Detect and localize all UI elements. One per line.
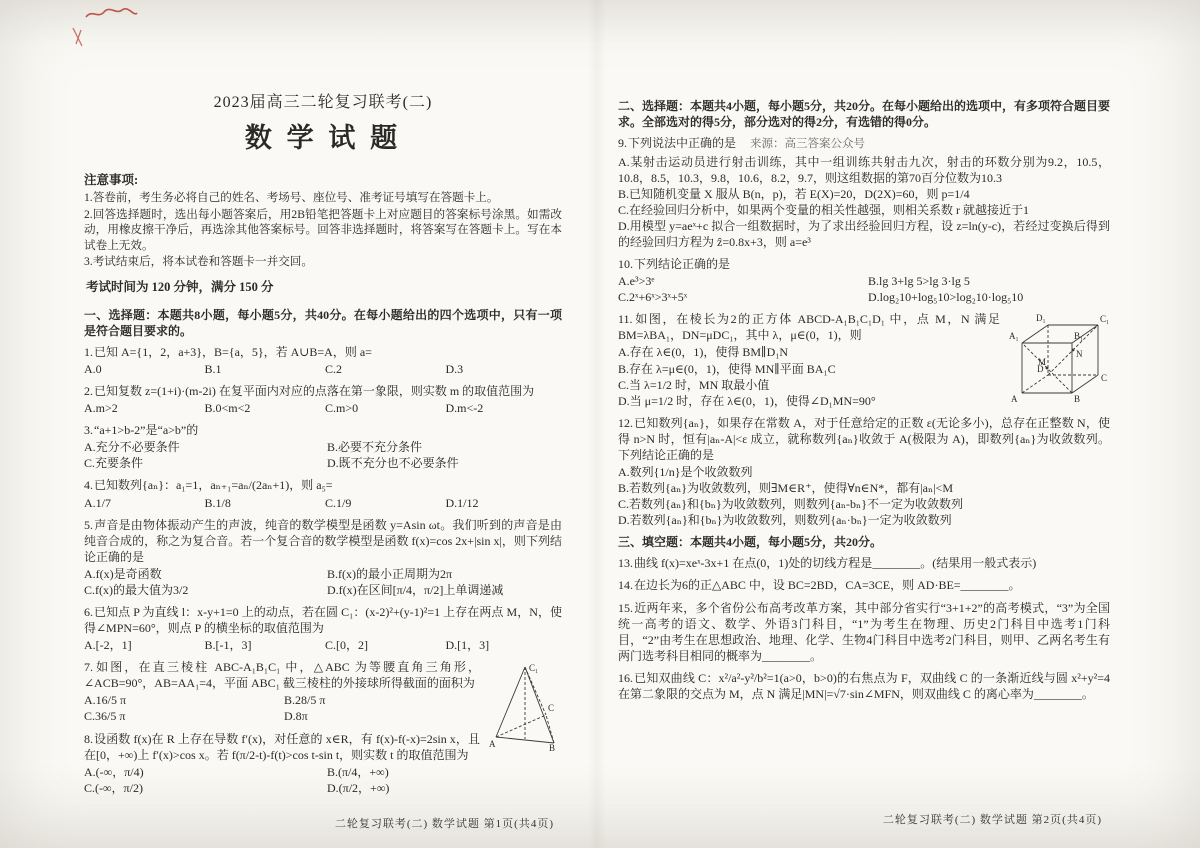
question-stem <box>84 344 562 360</box>
question-text: 在边长为6的正△ABC 中，设 BC=2BD，CA=3CE，则 AD·BE=________。 <box>634 578 1021 593</box>
red-pen-scan-mark <box>84 5 138 23</box>
figure-vertex-label: B <box>1074 394 1081 405</box>
page-fold-shadow <box>588 0 606 848</box>
option-B: B.0<m<2 <box>204 401 251 416</box>
option-C: C.1/9 <box>325 495 352 510</box>
question-stem <box>618 256 1110 272</box>
question-stem <box>84 422 562 438</box>
figure-vertex-label: A <box>1011 394 1018 405</box>
option-D: D.log₂10+log₅10>log₂10·log₅10 <box>868 290 1024 305</box>
option-C: C.若数列{aₙ}和{bₙ}为收敛数列，则数列{aₙ-bₙ}不一定为收敛数列 <box>618 497 963 512</box>
option-D: D.1/12 <box>445 495 479 510</box>
option-C: C.36/5 π <box>84 709 126 724</box>
question-text: 已知点 P 为直线 l：x-y+1=0 上的动点，若在圆 C₁：(x-2)²+(y-1)²=1 上存在两点 M，N，使得∠MPN=60°，则点 P 的横坐标的取值范围为 <box>84 605 562 636</box>
option-A: A.[-2，1] <box>84 638 132 653</box>
question-number: 4. <box>84 478 93 493</box>
notice-item: 1.答卷前，考生务必将自己的姓名、考场号、座位号、准考证号填写在答题卡上。 <box>84 191 499 205</box>
option-D: D.3 <box>445 362 464 376</box>
question-stem <box>84 477 562 493</box>
question-2 <box>84 383 562 416</box>
question-text: 曲线 f(x)=xeˣ-3x+1 在点(0，1)处的切线方程是________。(结果用一般式表示) <box>634 556 1037 571</box>
question-4 <box>84 477 562 510</box>
option-C: C.在经验回归分析中，如果两个变量的相关性越强，则相关系数 r 就越接近于1 <box>618 202 1030 217</box>
option-B: B.1 <box>204 362 222 376</box>
question-5 <box>84 517 562 598</box>
option-C: C.充要条件 <box>84 456 144 471</box>
question-number: 11. <box>618 312 633 327</box>
question-text: 已知 A={1，2，a+3}，B={a，5}，若 A∪B=A，则 a= <box>94 344 372 359</box>
question-text: 下列结论正确的是 <box>634 257 731 272</box>
question-number: 9. <box>618 136 627 151</box>
option-group <box>618 154 1110 250</box>
option-group <box>618 344 1024 408</box>
option-group <box>618 273 1110 305</box>
option-A: A.f(x)是奇函数 <box>84 566 162 581</box>
option-C: C.m>0 <box>325 401 359 416</box>
exam-duration-line: 考试时间为 120 分钟，满分 150 分 <box>86 280 274 295</box>
question-9 <box>618 135 1110 250</box>
notice-item: 2.回答选择题时，选出每小题答案后，用2B铅笔把答题卡上对应题目的答案标号涂黑。如需改动，用橡皮擦干净后，再选涂其他答案标号。回答非选择题时，将答案写在答题卡上。写在本试卷上无效。 <box>84 207 562 252</box>
option-D: D.f(x)在区间[π/4，π/2]上单调递减 <box>327 582 504 597</box>
option-group <box>618 464 1110 528</box>
question-number: 16. <box>618 670 633 685</box>
question-stem <box>618 577 1110 593</box>
question-list-page-1 <box>84 344 562 796</box>
option-D: D.[1，3] <box>445 638 490 653</box>
exam-session-line: 2023届高三二轮复习联考(二) <box>213 94 433 111</box>
question-number: 6. <box>84 605 93 620</box>
option-D: D.若数列{aₙ}和{bₙ}为收敛数列，则数列{aₙ·bₙ}一定为收敛数列 <box>618 513 952 528</box>
figure-vertex-label: M <box>1038 357 1047 368</box>
question-number: 14. <box>618 578 633 593</box>
figure-vertex-label: B₁ <box>1074 331 1084 342</box>
option-B: B.(π/4，+∞) <box>327 764 389 779</box>
question-number: 15. <box>618 600 633 615</box>
question-16 <box>618 670 1110 702</box>
question-stem <box>84 731 562 763</box>
question-list-page-2 <box>618 135 1110 528</box>
question-number: 7. <box>84 660 93 675</box>
question-1 <box>84 344 562 377</box>
question-text: 已知复数 z=(1+i)·(m-2i) 在复平面内对应的点落在第一象限，则实数 m 的取值范围为 <box>94 384 535 399</box>
question-13 <box>618 555 1110 571</box>
source-watermark: 来源：高三答案公众号 <box>750 138 866 151</box>
option-B: B.1/8 <box>204 495 231 510</box>
question-text: 已知数列{aₙ}：a₁=1，aₙ₊₁=aₙ/(2aₙ+1)，则 a₅= <box>94 478 333 493</box>
question-text: 已知双曲线 C：x²/a²-y²/b²=1(a>0，b>0)的右焦点为 F，双曲线 C 的一条渐近线与圆 x²+y²=4 在第二象限的交点为 M，点 N 满足|MN|=√7·sin∠MFN，则双曲线 C 的离心率为________。 <box>618 670 1110 701</box>
question-number: 3. <box>84 423 93 438</box>
question-number: 5. <box>84 517 93 532</box>
option-A: A.数列{1/n}是个收敛数列 <box>618 464 753 479</box>
figure-vertex-label: B <box>549 743 556 752</box>
option-A: A.充分不必要条件 <box>84 440 180 455</box>
option-A: A.某射击运动员进行射击训练，其中一组训练共射击九次，射击的环数分别为9.2，10.5，10.8，8.5，10.3，9.8，10.6，8.2，9.7，则这组数据的第70百分位数为10.3 <box>618 154 1110 185</box>
option-group <box>84 361 562 377</box>
question-stem <box>618 555 1110 571</box>
option-C: C.[0，2] <box>325 638 368 653</box>
option-A: A.1/7 <box>84 495 111 510</box>
option-C: C.2ˣ+6ˣ>3ˣ+5ˣ <box>618 290 688 305</box>
option-B: B.必要不充分条件 <box>327 440 423 455</box>
option-group <box>84 692 476 724</box>
question-text: 如图，在棱长为2的正方体 ABCD-A₁B₁C₁D₁ 中，点 M，N 满足 BM=λBA₁，DN=μDC₁，其中 λ，μ∈(0，1)，则 <box>618 312 1000 343</box>
notice-heading: 注意事项: <box>84 172 139 187</box>
option-group <box>84 566 562 598</box>
option-D: D.当 μ=1/2 时，存在 λ∈(0，1)，使得∠D₁MN=90° <box>618 393 876 408</box>
exam-page-1 <box>84 92 562 832</box>
option-A: A.0 <box>84 362 102 376</box>
option-group <box>84 637 562 653</box>
cube-figure <box>1008 311 1110 407</box>
figure-vertex-label: D <box>1037 364 1044 375</box>
question-number: 8. <box>84 731 93 746</box>
option-A: A.16/5 π <box>84 693 127 708</box>
figure-vertex-label: A₁ <box>1009 331 1019 342</box>
question-stem <box>84 517 562 565</box>
option-group <box>84 439 562 471</box>
option-B: B.存在 λ=μ∈(0，1)，使得 MN∥平面 BA₁C <box>618 361 836 376</box>
option-D: D.既不充分也不必要条件 <box>327 456 459 471</box>
question-3 <box>84 422 562 471</box>
option-A: A.e³>3ᵉ <box>618 274 655 289</box>
option-D: D.m<-2 <box>445 401 484 416</box>
option-group <box>84 400 562 416</box>
question-15 <box>618 600 1110 664</box>
question-text: 声音是由物体振动产生的声波，纯音的数学模型是函数 y=Asin ωt。我们听到的声音是由纯音合成的，称之为复合音。若一个复合音的数学模型是函数 f(x)=cos 2x+|sin x|，则下列结论正确的是 <box>84 517 562 564</box>
figure-vertex-label: C <box>548 703 555 714</box>
option-C: C.(-∞，π/2) <box>84 780 143 795</box>
question-6 <box>84 604 562 653</box>
question-stem <box>84 383 562 399</box>
question-stem <box>618 600 1110 664</box>
option-group <box>84 764 562 796</box>
option-A: A.m>2 <box>84 401 118 416</box>
option-A: A.存在 λ∈(0，1)，使得 BM∥D₁N <box>618 345 789 360</box>
question-10 <box>618 256 1110 305</box>
fill-question-list <box>618 555 1110 702</box>
option-A: A.(-∞，π/4) <box>84 764 144 779</box>
question-text: “a+1>b-2”是“a>b”的 <box>94 423 199 438</box>
exam-title: 数 学 试 题 <box>244 123 402 154</box>
question-11 <box>618 311 1110 408</box>
notice-list <box>84 190 562 270</box>
figure-vertex-label: C₁ <box>1100 314 1110 325</box>
question-text: 下列说法中正确的是 <box>628 136 737 151</box>
notice-item: 3.考试结束后，将本试卷和答题卡一并交回。 <box>84 255 313 269</box>
section-3-heading: 三、填空题：本题共4小题，每小题5分，共20分。 <box>618 535 883 550</box>
figure-vertex-label: N <box>1076 349 1083 360</box>
question-text: 如图，在直三棱柱 ABC-A₁B₁C₁ 中，△ABC 为等腰直角三角形，∠ACB=90°，AB=AA₁=4，平面 ABC₁ 截三棱柱的外接球所得截面的面积为 <box>84 660 480 691</box>
question-stem <box>618 135 1110 152</box>
option-B: B.28/5 π <box>284 693 326 708</box>
question-number: 12. <box>618 415 633 430</box>
option-C: C.当 λ=1/2 时，MN 取最小值 <box>618 377 770 392</box>
option-B: B.f(x)的最小正周期为2π <box>327 566 453 581</box>
figure-vertex-label: A <box>489 739 496 750</box>
question-8 <box>84 731 562 796</box>
option-group <box>84 495 562 511</box>
option-B: B.若数列{aₙ}为收敛数列，则∃M∈R⁺，使得∀n∈N*，都有|aₙ|<M <box>618 481 953 496</box>
question-12 <box>618 415 1110 529</box>
option-D: D.用模型 y=aeˣ+c 拟合一组数据时，为了求出经验回归方程，设 z=ln(y-c)，若经过变换后得到的经验回归方程为 ẑ=0.8x+3，则 a=e³ <box>618 218 1110 249</box>
option-D: D.8π <box>284 709 308 724</box>
option-B: B.[-1，3] <box>204 638 252 653</box>
question-text: 近两年来，多个省份公布高考改革方案，其中部分省实行“3+1+2”的高考模式，“3”为全国统一高考的语文、数学、外语3门科目，“1”为考生在物理、历史2门科目中选考1门科目，“2”由考生在思想政治、地理、化学、生物4门科目中选考2门科目，则甲、乙两名考生有两门选考科目相同的概率为________。 <box>618 600 1110 663</box>
section-1-heading: 一、选择题：本题共8小题，每小题5分，共40分。在每小题给出的四个选项中，只有一项是符合题目要求的。 <box>84 307 562 338</box>
question-stem <box>84 604 562 636</box>
option-C: C.2 <box>325 362 343 376</box>
option-B: B.lg 3+lg 5>lg 3·lg 5 <box>868 274 970 289</box>
exam-page-2 <box>618 98 1110 828</box>
question-text: 设函数 f(x)在 R 上存在导数 f′(x)，对任意的 x∈R，有 f(x)-f(-x)=2sin x，且在[0，+∞)上 f′(x)>cos x。若 f(π/2-t)-f(t)>cos t-sin t，则实数 t 的取值范围为 <box>84 731 480 762</box>
red-pen-scan-mark <box>70 26 86 48</box>
section-2-heading: 二、选择题：本题共4小题，每小题5分，共20分。在每小题给出的选项中，有多项符合题目要求。全部选对的得5分，部分选对的得2分，有选错的得0分。 <box>618 99 1111 130</box>
page-2-footer: 二轮复习联考(二) 数学试题 第2页(共4页) <box>882 814 1102 827</box>
option-D: D.(π/2，+∞) <box>327 780 390 795</box>
figure-vertex-label: C₁ <box>529 663 539 674</box>
question-stem <box>618 415 1110 463</box>
option-C: C.f(x)的最大值为3/2 <box>84 582 189 597</box>
question-number: 10. <box>618 257 633 272</box>
figure-vertex-label: D₁ <box>1036 313 1046 324</box>
question-number: 2. <box>84 384 93 399</box>
question-stem <box>618 670 1110 702</box>
question-text: 已知数列{aₙ}，如果存在常数 A，对于任意给定的正数 ε(无论多小)，总存在正整数 N，使得 n>N 时，恒有|aₙ-A|<ε 成立，就称数列{aₙ}收敛于 A(极限为 A)，即数列{aₙ}为收敛数列。下列结论正确的是 <box>618 415 1110 462</box>
question-number: 1. <box>84 344 93 359</box>
question-number: 13. <box>618 556 633 571</box>
option-B: B.已知随机变量 X 服从 B(n，p)，若 E(X)=20，D(2X)=60，则 p=1/4 <box>618 186 970 201</box>
figure-vertex-label: C <box>1101 373 1108 384</box>
page-1-footer: 二轮复习联考(二) 数学试题 第1页(共4页) <box>334 818 554 831</box>
question-14 <box>618 577 1110 593</box>
